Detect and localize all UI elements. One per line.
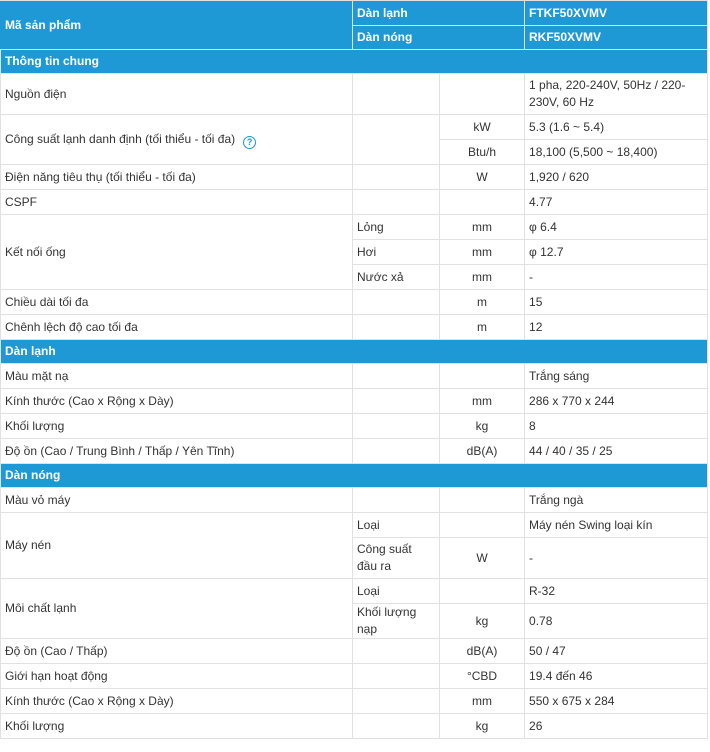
piping-liquid-unit: mm bbox=[440, 215, 525, 240]
cspf-label: CSPF bbox=[1, 190, 353, 215]
question-circle-icon[interactable]: ? bbox=[243, 136, 256, 149]
refrigerant-label: Môi chất lạnh bbox=[1, 579, 353, 639]
panel-color-label: Màu mặt nạ bbox=[1, 364, 353, 389]
cooling-capacity-unit-btu: Btu/h bbox=[440, 140, 525, 165]
cooling-capacity-value-btu: 18,100 (5,500 ~ 18,400) bbox=[525, 140, 708, 165]
refrigerant-charge-unit: kg bbox=[440, 604, 525, 639]
empty-cell bbox=[353, 315, 440, 340]
cooling-capacity-unit-kw: kW bbox=[440, 115, 525, 140]
panel-color-value: Trắng sáng bbox=[525, 364, 708, 389]
empty-cell bbox=[440, 579, 525, 604]
empty-cell bbox=[440, 513, 525, 538]
cooling-capacity-text: Công suất lạnh danh định (tối thiểu - tối đa) bbox=[5, 131, 236, 146]
power-consumption-label: Điện năng tiêu thụ (tối thiểu - tối đa) bbox=[1, 165, 353, 190]
max-length-label: Chiều dài tối đa bbox=[1, 290, 353, 315]
empty-cell bbox=[353, 74, 440, 115]
power-supply-value: 1 pha, 220-240V, 50Hz / 220-230V, 60 Hz bbox=[525, 74, 708, 115]
indoor-noise-unit: dB(A) bbox=[440, 439, 525, 464]
empty-cell bbox=[440, 190, 525, 215]
compressor-output-value: - bbox=[525, 538, 708, 579]
piping-gas-label: Hơi bbox=[353, 240, 440, 265]
indoor-weight-unit: kg bbox=[440, 414, 525, 439]
empty-cell bbox=[353, 714, 440, 739]
refrigerant-type-value: R-32 bbox=[525, 579, 708, 604]
section-indoor: Dàn lạnh bbox=[1, 340, 708, 364]
operating-range-value: 19.4 đến 46 bbox=[525, 664, 708, 689]
casing-color-value: Trắng ngà bbox=[525, 488, 708, 513]
empty-cell bbox=[353, 115, 440, 165]
indoor-weight-value: 8 bbox=[525, 414, 708, 439]
piping-liquid-label: Lỏng bbox=[353, 215, 440, 240]
empty-cell bbox=[353, 664, 440, 689]
empty-cell bbox=[353, 190, 440, 215]
outdoor-dimensions-unit: mm bbox=[440, 689, 525, 714]
compressor-type-value: Máy nén Swing loại kín bbox=[525, 513, 708, 538]
refrigerant-type-label: Loại bbox=[353, 579, 440, 604]
piping-label: Kết nối ống bbox=[1, 215, 353, 290]
max-height-value: 12 bbox=[525, 315, 708, 340]
empty-cell bbox=[353, 488, 440, 513]
empty-cell bbox=[353, 689, 440, 714]
outdoor-unit-label: Dàn nóng bbox=[353, 26, 525, 50]
empty-cell bbox=[353, 439, 440, 464]
outdoor-weight-value: 26 bbox=[525, 714, 708, 739]
outdoor-noise-label: Độ ồn (Cao / Thấp) bbox=[1, 639, 353, 664]
compressor-label: Máy nén bbox=[1, 513, 353, 579]
piping-gas-unit: mm bbox=[440, 240, 525, 265]
empty-cell bbox=[353, 165, 440, 190]
casing-color-label: Màu vỏ máy bbox=[1, 488, 353, 513]
piping-drain-value: - bbox=[525, 265, 708, 290]
outdoor-model: RKF50XVMV bbox=[525, 26, 708, 50]
power-supply-label: Nguồn điện bbox=[1, 74, 353, 115]
outdoor-noise-unit: dB(A) bbox=[440, 639, 525, 664]
indoor-weight-label: Khối lượng bbox=[1, 414, 353, 439]
piping-drain-label: Nước xả bbox=[353, 265, 440, 290]
indoor-dimensions-label: Kính thước (Cao x Rộng x Dày) bbox=[1, 389, 353, 414]
empty-cell bbox=[353, 414, 440, 439]
empty-cell bbox=[440, 74, 525, 115]
outdoor-noise-value: 50 / 47 bbox=[525, 639, 708, 664]
refrigerant-charge-label: Khối lượng nạp bbox=[353, 604, 440, 639]
compressor-output-unit: W bbox=[440, 538, 525, 579]
piping-liquid-value: φ 6.4 bbox=[525, 215, 708, 240]
piping-drain-unit: mm bbox=[440, 265, 525, 290]
empty-cell bbox=[353, 364, 440, 389]
empty-cell bbox=[440, 364, 525, 389]
piping-gas-value: φ 12.7 bbox=[525, 240, 708, 265]
indoor-model: FTKF50XVMV bbox=[525, 1, 708, 26]
product-code-label: Mã sản phẩm bbox=[1, 1, 353, 50]
indoor-noise-value: 44 / 40 / 35 / 25 bbox=[525, 439, 708, 464]
outdoor-weight-unit: kg bbox=[440, 714, 525, 739]
refrigerant-charge-value: 0.78 bbox=[525, 604, 708, 639]
power-consumption-value: 1,920 / 620 bbox=[525, 165, 708, 190]
cspf-value: 4.77 bbox=[525, 190, 708, 215]
compressor-output-label: Công suất đầu ra bbox=[353, 538, 440, 579]
empty-cell bbox=[353, 639, 440, 664]
operating-range-unit: °CBD bbox=[440, 664, 525, 689]
empty-cell bbox=[353, 290, 440, 315]
power-consumption-unit: W bbox=[440, 165, 525, 190]
section-general: Thông tin chung bbox=[1, 50, 708, 74]
cooling-capacity-label bbox=[1, 115, 353, 165]
compressor-type-label: Loại bbox=[353, 513, 440, 538]
max-height-label: Chênh lệch độ cao tối đa bbox=[1, 315, 353, 340]
operating-range-label: Giới hạn hoạt động bbox=[1, 664, 353, 689]
cooling-capacity-value-kw: 5.3 (1.6 ~ 5.4) bbox=[525, 115, 708, 140]
max-length-unit: m bbox=[440, 290, 525, 315]
indoor-dimensions-unit: mm bbox=[440, 389, 525, 414]
empty-cell bbox=[440, 488, 525, 513]
empty-cell bbox=[353, 389, 440, 414]
outdoor-dimensions-label: Kính thước (Cao x Rộng x Dày) bbox=[1, 689, 353, 714]
outdoor-dimensions-value: 550 x 675 x 284 bbox=[525, 689, 708, 714]
max-height-unit: m bbox=[440, 315, 525, 340]
indoor-unit-label: Dàn lạnh bbox=[353, 1, 525, 26]
indoor-dimensions-value: 286 x 770 x 244 bbox=[525, 389, 708, 414]
section-outdoor: Dàn nóng bbox=[1, 464, 708, 488]
indoor-noise-label: Độ ồn (Cao / Trung Bình / Thấp / Yên Tĩnh) bbox=[1, 439, 353, 464]
max-length-value: 15 bbox=[525, 290, 708, 315]
outdoor-weight-label: Khối lượng bbox=[1, 714, 353, 739]
